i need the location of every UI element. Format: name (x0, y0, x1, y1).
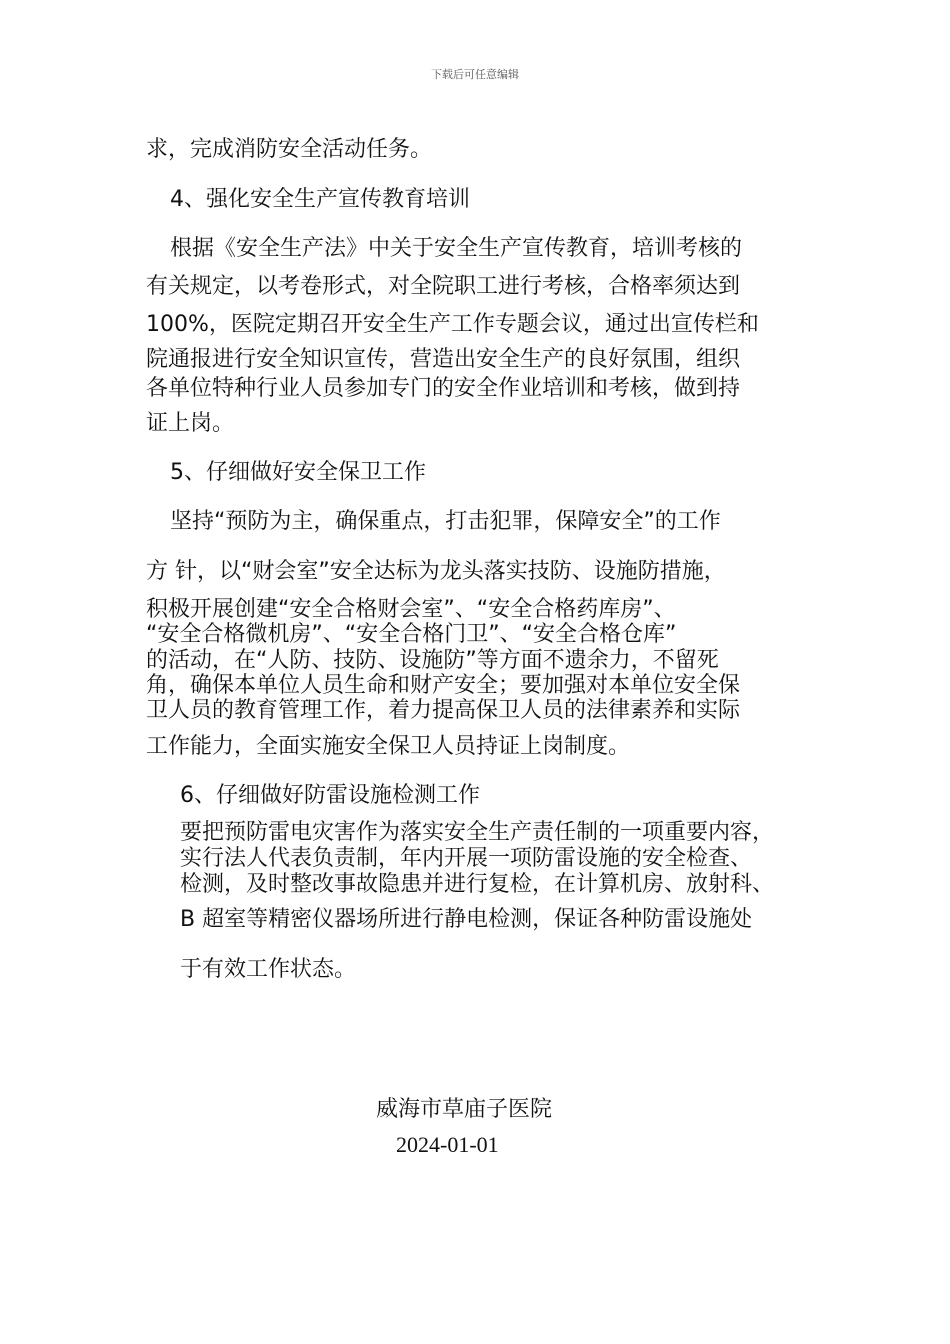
body-line: 角，确保本单位人员生命和财产安全；要加强对本单位安全保 (146, 673, 741, 698)
body-line: 坚持“预防为主，确保重点，打击犯罪，保障安全”的工作 (170, 509, 721, 534)
body-line: 卫人员的教育管理工作，着力提高保卫人员的法律素养和实际 (146, 698, 741, 723)
signature-organization: 威海市草庙子医院 (376, 1096, 553, 1121)
body-line: 工作能力，全面实施安全保卫人员持证上岗制度。 (146, 734, 631, 759)
body-line: 各单位特种行业人员参加专门的安全作业培训和考核，做到持 (146, 376, 741, 401)
signature-date: 2024-01-01 (396, 1132, 499, 1157)
body-line: 100%，医院定期召开安全生产工作专题会议，通过出宣传栏和 (146, 312, 759, 337)
body-line: 方 针，以“财会室”安全达标为龙头落实技防、设施防措施， (146, 559, 726, 584)
section-heading: 6、仔细做好防雷设施检测工作 (180, 783, 480, 808)
body-line: 证上岗。 (146, 411, 235, 436)
body-line: 院通报进行安全知识宣传，营造出安全生产的良好氛围，组织 (146, 347, 741, 372)
body-line: 有关规定，以考卷形式，对全院职工进行考核，合格率须达到 (146, 274, 741, 299)
page-header-note: 下载后可任意编辑 (431, 68, 519, 81)
body-line: 的活动，在“人防、技防、设施防”等方面不遗余力，不留死 (146, 648, 719, 673)
body-line: 于有效工作状态。 (180, 957, 357, 982)
section-heading: 4、强化安全生产宣传教育培训 (170, 187, 470, 212)
body-line: 根据《安全生产法》中关于安全生产宣传教育，培训考核的 (170, 236, 743, 261)
body-line: 检测，及时整改事故隐患并进行复检，在计算机房、放射科、 (180, 872, 775, 897)
body-line: 要把预防雷电灾害作为落实安全生产责任制的一项重要内容， (180, 820, 775, 845)
body-line: 实行法人代表负责制，年内开展一项防雷设施的安全检查、 (180, 846, 753, 871)
body-line: 求，完成消防安全活动任务。 (146, 137, 433, 162)
section-heading: 5、仔细做好安全保卫工作 (170, 460, 426, 485)
body-line: 积极开展创建“安全合格财会室”、“安全合格药库房”、 (146, 597, 676, 622)
body-line: B 超室等精密仪器场所进行静电检测，保证各种防雷设施处 (180, 907, 753, 932)
body-line: “安全合格微机房”、“安全合格门卫”、“安全合格仓库” (146, 622, 677, 647)
